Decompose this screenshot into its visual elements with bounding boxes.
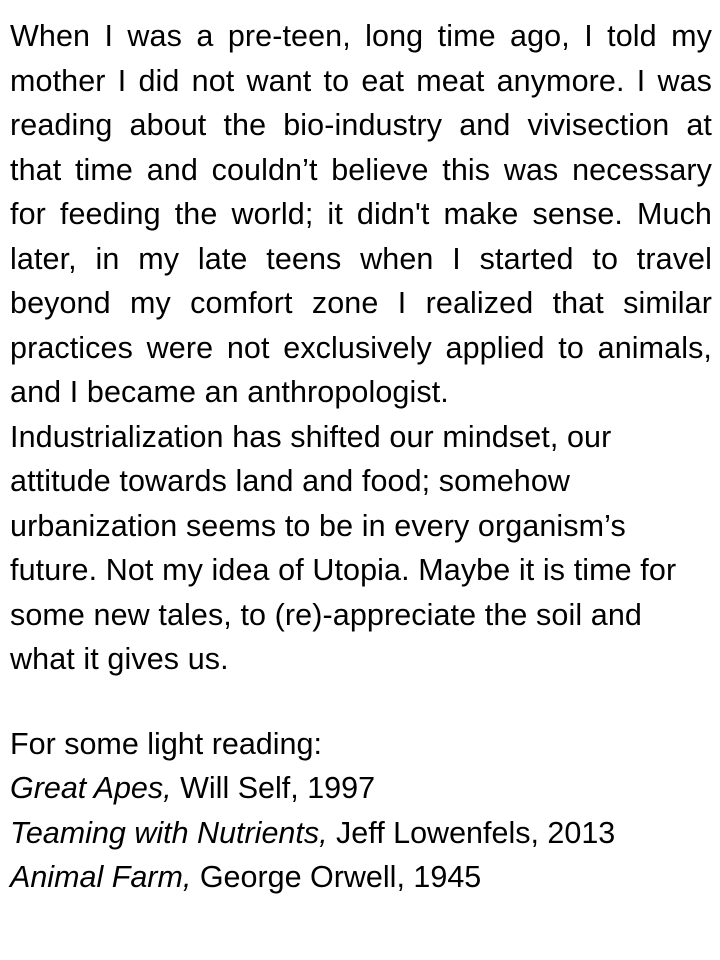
reading-list-item-meta: Will Self, 1997 [171,771,376,805]
paragraph-1: When I was a pre-teen, long time ago, I told my mother I did not want to eat meat anymore. I was reading about the bio-industry and vivisection at that time and couldn’t believe this was necessary for feeding the world; it didn't make sense. Much later, in my late teens when I started to travel beyond my comfort zone I realized that similar practices were not exclusively applied to animals, and I became an anthropologist. [10,19,712,409]
reading-list-item [10,766,712,811]
reading-list-item-title: Great Apes, [10,771,172,805]
paragraph-2: Industrialization has shifted our mindset, our attitude towards land and food; somehow urbanization seems to be in every organism’s future. Not my idea of Utopia. Maybe it is time for some new tales, to (re)-appreciate the soil and what it gives us. [10,419,677,676]
paragraph-spacer [10,682,712,722]
reading-list-item [10,811,712,856]
reading-list-item-title: Animal Farm, [10,860,192,894]
reading-list-item-meta: Jeff Lowenfels, 2013 [327,815,616,850]
reading-list-item [10,855,712,900]
reading-list-intro: For some light reading: [10,726,322,761]
reading-list-item-meta: George Orwell, 1945 [191,860,482,894]
reading-list-item-title: Teaming with Nutrients, [10,815,328,850]
reading-list [10,722,712,900]
